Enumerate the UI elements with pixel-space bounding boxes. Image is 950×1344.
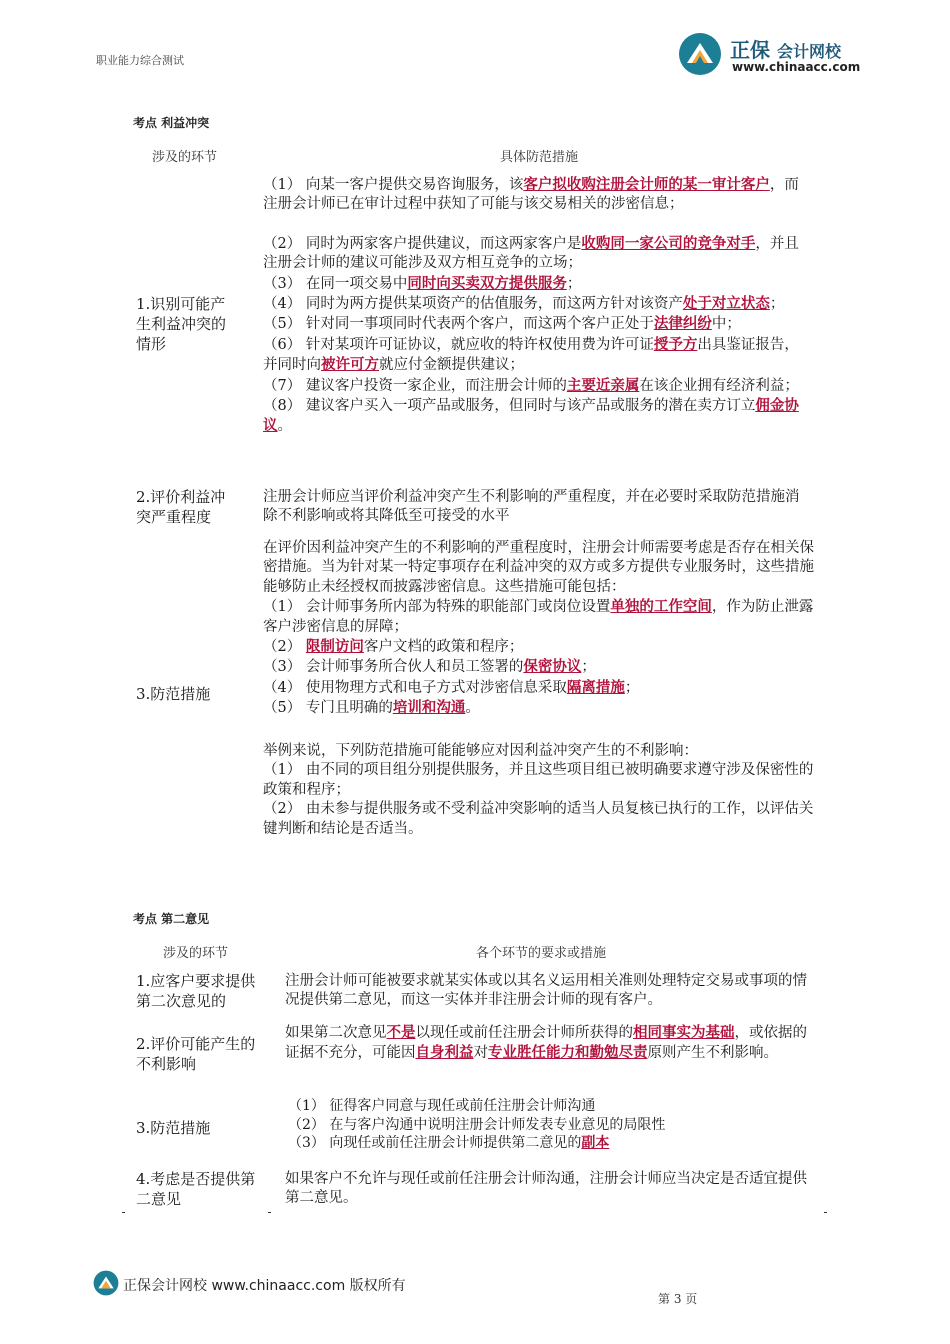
section1-row3-measure: [263, 657, 825, 677]
section1-row1-item: [263, 335, 811, 376]
text-segment: （3） 向现任或前任注册会计师提供第二意见的: [288, 1135, 582, 1151]
section2-row1-content: [285, 972, 813, 1009]
text-segment: （8） 建议客户买入一项产品或服务，但同时与该产品或服务的潜在卖方订立: [263, 398, 756, 415]
section1-row1-item: [263, 175, 811, 215]
text-segment: （5） 针对同一事项同时代表两个客户，而这两个客户正处于: [263, 316, 654, 333]
section1-row2-content: 注册会计师应当评价利益冲突产生不利影响的严重程度，并在必要时采取防范措施消除不利影响或将其降低至可接受的水平: [263, 489, 800, 525]
section2-row4-label: 4.考虑是否提供第二意见: [136, 1170, 256, 1208]
text-segment: ；: [566, 275, 582, 292]
section1-row1-item: [263, 314, 811, 334]
section1-col-measure: 具体防范措施: [500, 150, 579, 165]
section2-row3-content: [288, 1097, 816, 1153]
section1-row1-label: 1.识别可能产生利益冲突的情形: [136, 295, 227, 353]
keyword-highlight: 处于对立状态: [682, 295, 770, 313]
section1-row1-content: [263, 175, 811, 437]
footer-logo-icon: [93, 1270, 119, 1296]
text-segment: （7） 建议客户投资一家企业，而注册会计师的: [263, 377, 567, 394]
section2-row3-measure: [288, 1116, 816, 1135]
keyword-highlight: 专业胜任能力和勤勉尽责: [488, 1044, 648, 1062]
keyword-highlight: 不是: [386, 1024, 416, 1041]
text-segment: ，而注册会计师已在审计过程中获知了可能与该交易相关的涉密信息；: [263, 177, 799, 213]
section1-row3-measure: [263, 637, 825, 657]
section1-row3-measure: [263, 597, 825, 637]
section2-row2-content: [285, 1023, 813, 1064]
keyword-highlight: 隔离措施: [566, 678, 625, 696]
text-segment: 。: [465, 700, 480, 717]
text-segment: ，并且注册会计师的建议可能涉及双方相互竞争的立场；: [263, 235, 799, 272]
keyword-highlight: 主要近亲属: [566, 376, 640, 394]
section1-row3-label: 3.防范措施: [136, 685, 211, 703]
keyword-highlight: 限制访问: [305, 638, 364, 656]
table-tick-mid: [268, 1212, 271, 1213]
keyword-highlight: 单独的工作空间: [610, 598, 712, 616]
keyword-highlight: 同时向买卖双方提供服务: [407, 274, 567, 292]
keyword-highlight: 相同事实为基础: [633, 1024, 735, 1041]
page-number: 第 3 页: [658, 1292, 698, 1306]
header-note: 职业能力综合测试: [96, 54, 184, 67]
text-segment: （5） 专门且明确的: [263, 700, 393, 717]
text-segment: （4） 同时为两方提供某项资产的估值服务，而这两方针对该资产: [263, 296, 683, 313]
brand-logo-icon: [678, 32, 722, 76]
section2-row1-label: 1.应客户要求提供第二次意见的: [136, 972, 256, 1010]
text-segment: 在该企业拥有经济利益；: [639, 377, 799, 394]
keyword-highlight: 副本: [581, 1135, 610, 1151]
text-segment: （1） 会计师事务所内部为特殊的职能部门或岗位设置: [263, 599, 611, 616]
section1-row1-item: [263, 376, 811, 396]
text-segment: （2） 同时为两家客户提供建议，而这两家客户是: [263, 235, 582, 252]
text-segment: （2） 在与客户沟通中说明注册会计师发表专业意见的局限性: [288, 1116, 666, 1133]
text-segment: ，或依据的证据不充分，可能因: [285, 1025, 807, 1062]
section2-row4-text: [285, 1170, 813, 1209]
section1-row3-measures: [263, 539, 825, 724]
text-segment: 对: [473, 1045, 488, 1062]
keyword-highlight: 授予方: [653, 335, 698, 353]
text-segment: （3） 会计师事务所合伙人和员工签署的: [263, 659, 524, 676]
section2-row3-label: 3.防范措施: [136, 1119, 211, 1137]
text-segment: （6） 针对某项许可证协议，就应收的特许权使用费为许可证: [263, 336, 654, 353]
text-segment: 以现任或前任注册会计师所获得的: [415, 1025, 633, 1041]
footer: [93, 1270, 513, 1298]
text-segment: （2）: [263, 639, 306, 656]
section1-row3-examples: [263, 742, 823, 839]
text-segment: 中；: [711, 316, 741, 333]
text-segment: 。: [277, 418, 292, 435]
text-segment: （4） 使用物理方式和电子方式对涉密信息采取: [263, 679, 567, 696]
keyword-highlight: 被许可方: [321, 356, 379, 374]
section1-col-stage: 涉及的环节: [152, 150, 218, 165]
section1-title: 考点 利益冲突: [133, 116, 210, 130]
section2-col-stage: 涉及的环节: [163, 946, 229, 961]
text-segment: 出具鉴证报告，并同时向: [263, 336, 799, 374]
section1-row3-intro: 在评价因利益冲突产生的不利影响的严重程度时，注册会计师需要考虑是否存在相关保密措施。当为针对某一特定事项存在利益冲突的双方或多方提供专业服务时，这些措施能够防止未经授权而披露涉密信息。这些措施可能包括：: [263, 540, 814, 595]
brand-url: www.chinaacc.com: [732, 60, 861, 74]
keyword-highlight: 佣金协议: [263, 397, 799, 435]
text-segment: （1） 向某一客户提供交易咨询服务，该: [263, 177, 524, 193]
section2-row3-measure: [288, 1097, 816, 1116]
text-segment: ，作为防止泄露客户涉密信息的屏障；: [263, 599, 814, 635]
section1-row1-item: [263, 234, 811, 274]
section2-col-measure: 各个环节的要求或措施: [476, 946, 607, 961]
text-segment: （1） 征得客户同意与现任或前任注册会计师沟通: [288, 1098, 596, 1114]
section1-row3-example-intro: 举例来说，下列防范措施可能能够应对因利益冲突产生的不利影响：: [263, 743, 698, 759]
brand-logo[interactable]: [678, 30, 878, 80]
section2-row3-measure: [288, 1134, 816, 1153]
text-segment: ；: [624, 679, 640, 696]
section1-row3-example-2: （2） 由未参与提供服务或不受利益冲突影响的适当人员复核已执行的工作，以评估关键判断和结论是否适当。: [263, 801, 814, 837]
brand-name: 正保 会计网校: [730, 38, 841, 62]
section2-row2-label: 2.评价可能产生的不利影响: [136, 1035, 256, 1073]
text-segment: 注册会计师可能被要求就某实体或以其名义运用相关准则处理特定交易或事项的情况提供第二意见，而这一实体并非注册会计师的现有客户。: [285, 973, 807, 1009]
footer-copyright: 正保会计网校 www.chinaacc.com 版权所有: [123, 1278, 406, 1294]
section1-row1-item: [263, 396, 811, 437]
text-segment: 客户文档的政策和程序；: [363, 639, 524, 656]
section1-row1-item: [263, 274, 811, 294]
section2-title: 考点 第二意见: [133, 912, 210, 926]
section2-row4-content: [285, 1170, 813, 1207]
section1-row3-measure: [263, 678, 825, 698]
text-segment: 原则产生不利影响。: [647, 1045, 778, 1062]
section1-row1-item: [263, 294, 811, 314]
keyword-highlight: 自身利益: [415, 1044, 474, 1062]
text-segment: ；: [769, 296, 785, 313]
text-segment: ；: [581, 659, 596, 676]
text-segment: 就应付金额提供建议；: [379, 357, 524, 374]
keyword-highlight: 保密协议: [523, 658, 582, 676]
text-segment: 如果客户不允许与现任或前任注册会计师沟通，注册会计师应当决定是否适宜提供第二意见。: [285, 1171, 807, 1207]
section2-row1-text: [285, 972, 813, 1011]
text-segment: 如果第二次意见: [285, 1025, 387, 1041]
text-segment: （3） 在同一项交易中: [263, 275, 408, 292]
section1-row3-measure: [263, 698, 825, 718]
keyword-highlight: 培训和沟通: [392, 699, 466, 717]
section1-row3-example-1: （1） 由不同的项目组分别提供服务，并且这些项目组已被明确要求遵守涉及保密性的政策和程序；: [263, 762, 814, 798]
keyword-highlight: 收购同一家公司的竞争对手: [581, 234, 756, 252]
table-tick-left: [122, 1212, 125, 1213]
keyword-highlight: 客户拟收购注册会计师的某一审计客户: [523, 176, 770, 193]
section2-row2-text: [285, 1023, 813, 1064]
table-tick-right: [824, 1212, 827, 1213]
keyword-highlight: 法律纠纷: [653, 315, 712, 333]
section1-row2-label: 2.评价利益冲突严重程度: [136, 488, 226, 526]
